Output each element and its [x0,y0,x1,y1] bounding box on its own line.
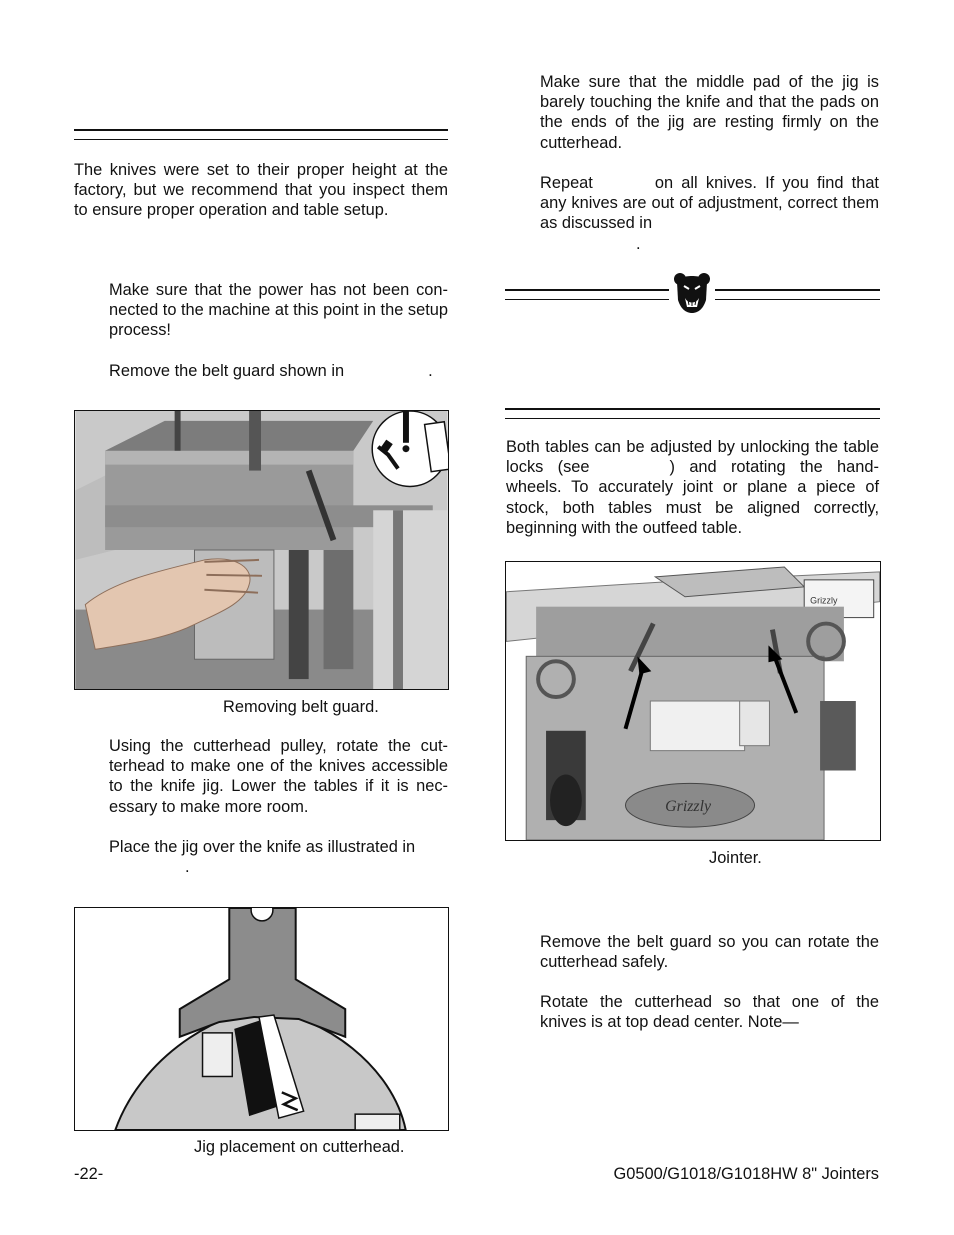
divider-rule-right-bottom [715,299,880,300]
step-power-warning: Make sure that the power has not been con-nected to the machine at this point in the setup process! [109,281,448,340]
belt-guard-photo [75,411,448,689]
divider-rule-left-top [505,289,669,291]
figure3-caption: Jointer. [709,849,762,867]
divider-rule-left-bottom [505,299,669,300]
tables-intro-paragraph: Both tables can be adjusted by unlocking the table locks (see ) and rotating the hand-wheels. To accurately joint or plane a piece of stock, both tables must be aligned correctly, beginning with the outfeed table. [506,438,879,537]
bear-logo-icon [673,272,711,314]
grizzly-badge-text: Grizzly [810,595,838,606]
figure-jig-placement [74,907,449,1131]
footer-model: G0500/G1018/G1018HW 8" Jointers [613,1165,879,1183]
step-remove-belt-guard: Remove the belt guard shown in . [109,362,433,380]
figure1-caption: Removing belt guard. [223,698,379,716]
figure2-caption: Jig placement on cutterhead. [194,1138,405,1156]
section-rule-2 [505,408,880,410]
figure-jointer [505,561,881,841]
intro-paragraph: The knives were set to their proper height at the factory, but we recommend that you inspect them to ensure proper operation and table setup. [74,161,448,220]
step-rotate-top-dead-center: Rotate the cutterhead so that one of the knives is at top dead center. Note— [540,993,879,1032]
step-place-jig: Place the jig over the knife as illustrated in . [109,838,416,877]
figure-removing-belt-guard [74,410,449,690]
jig-placement-drawing [75,908,448,1130]
section-rule [74,129,448,131]
step-remove-guard: Remove the belt guard so you can rotate the cutterhead safely. [540,933,879,972]
jointer-photo [506,562,880,840]
section-rule-2-thin [505,418,880,419]
step-repeat: Repeat on all knives. If you find that any knives are out of adjustment, correct them as discussed in . [540,174,879,253]
step-middle-pad: Make sure that the middle pad of the jig is barely touching the knife and that the pads on the ends of the jig are resting firmly on the cutterhead. [540,73,879,152]
grizzly-emblem-text: Grizzly [665,798,712,816]
step-rotate-cutterhead: Using the cutterhead pulley, rotate the cut-terhead to make one of the knives accessible to the knife jig. Lower the tables if it is nec-essary to make more room. [109,737,448,816]
page-number: -22- [74,1165,104,1183]
divider-rule-right-top [715,289,880,291]
section-rule-thin [74,139,448,140]
